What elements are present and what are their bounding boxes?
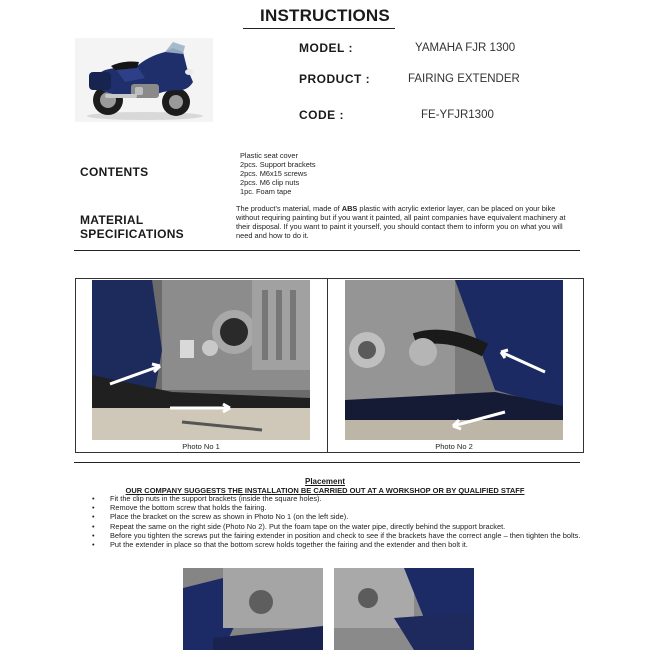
- material-text: [236, 204, 580, 240]
- material-text-bold: ABS: [341, 204, 358, 213]
- placement-steps: [92, 494, 582, 549]
- bullet-icon: •: [92, 494, 95, 503]
- contents-item: 2pcs. M6x15 screws: [240, 169, 307, 178]
- motorcycle-photo: [75, 38, 213, 122]
- photos-divider: [327, 278, 328, 453]
- photo-no-1-caption: Photo No 1: [182, 442, 220, 451]
- contents-item: Plastic seat cover: [240, 151, 298, 160]
- contents-list: [240, 151, 440, 196]
- list-item: [92, 540, 582, 549]
- bottom-photo-left: [183, 568, 323, 650]
- material-text-after: plastic with acrylic exterior layer, can be placed on your bike without requiring painting but if you want it painted, all paint companies have equivalent machinery at their disposal. If you want to paint it yourself, you should contact them to inform you on what you will need and how to do it.: [236, 204, 566, 240]
- contents-heading: CONTENTS: [80, 165, 149, 179]
- product-label: PRODUCT :: [299, 72, 371, 86]
- photo-no-1-image: [92, 280, 310, 440]
- step-text: Place the bracket on the screw as shown in Photo No 1 (on the left side).: [110, 512, 349, 522]
- list-item: [92, 503, 582, 512]
- model-value: YAMAHA FJR 1300: [415, 42, 516, 54]
- list-item: [92, 522, 582, 531]
- step-text: Before you tighten the screws put the fairing extender in position and check to see if the brackets have the correct angle – then tighten the bolts.: [110, 530, 581, 540]
- model-label: MODEL :: [299, 41, 353, 55]
- step-text: Repeat the same on the right side (Photo No 2). Put the foam tape on the water pipe, directly behind the support bracket.: [110, 521, 506, 531]
- placement-title: Placement: [304, 477, 346, 486]
- material-heading-line2: SPECIFICATIONS: [80, 227, 184, 241]
- bullet-icon: •: [92, 530, 95, 540]
- step-text: Remove the bottom screw that holds the fairing.: [110, 503, 267, 513]
- code-value: FE-YFJR1300: [421, 109, 494, 121]
- section-divider: [74, 250, 580, 251]
- list-item: [92, 512, 582, 521]
- code-label: CODE :: [299, 108, 344, 122]
- bottom-photo-left-image: [183, 568, 323, 650]
- contents-item: 1pc. Foam tape: [240, 187, 292, 196]
- contents-item: 2pcs. M6 clip nuts: [240, 178, 300, 187]
- bottom-photo-right-image: [334, 568, 474, 650]
- bullet-icon: •: [92, 503, 95, 513]
- motorcycle-illustration: [75, 38, 213, 122]
- title-underline: [243, 28, 395, 29]
- section-divider: [74, 462, 580, 463]
- photo-no-1: [92, 280, 310, 440]
- bullet-icon: •: [92, 512, 95, 522]
- list-item: [92, 494, 582, 503]
- contents-item: 2pcs. Support brackets: [240, 160, 316, 169]
- photo-no-2-caption: Photo No 2: [435, 442, 473, 451]
- bullet-icon: •: [92, 540, 95, 550]
- bottom-photo-right: [334, 568, 474, 650]
- material-text-before: The product's material, made of: [236, 204, 342, 213]
- material-heading: [80, 213, 184, 241]
- material-heading-line1: MATERIAL: [80, 213, 144, 227]
- bullet-icon: •: [92, 521, 95, 531]
- photo-no-2-image: [345, 280, 563, 440]
- document-title: INSTRUCTIONS: [260, 6, 390, 25]
- list-item: [92, 531, 582, 540]
- step-text: Put the extender in place so that the bottom screw holds together the fairing and the extender and then bolt it.: [110, 540, 468, 550]
- placement-subtitle: OUR COMPANY SUGGESTS THE INSTALLATION BE CARRIED OUT AT A WORKSHOP OR BY QUALIFIED STAFF: [125, 486, 525, 495]
- step-text: Fit the clip nuts in the support brackets (inside the square holes).: [110, 494, 322, 503]
- product-value: FAIRING EXTENDER: [408, 73, 520, 85]
- photo-no-2: [345, 280, 563, 440]
